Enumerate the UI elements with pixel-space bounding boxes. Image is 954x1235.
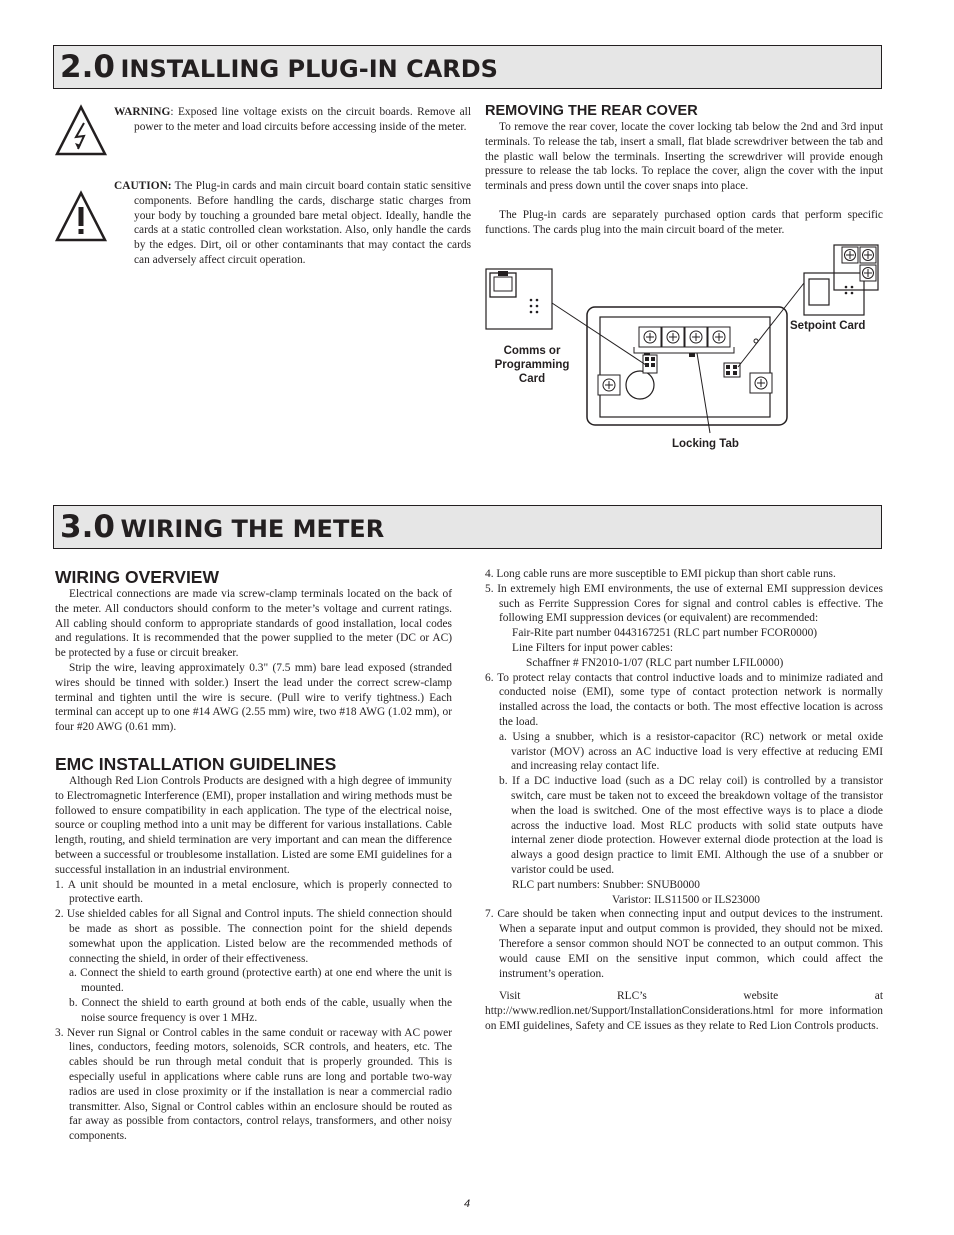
emc-item-7: 7. Care should be taken when connecting input and output devices to the instrument. When a separate input and output common is provided, they should not be mixed. Therefore a sensor common should NOT be connected to an output common. This would cause EMI on the sensitive input common, which could affect the instrument’s operation. [485,908,883,980]
page-number: 4 [464,1198,471,1210]
ferrite-part-line: Fair-Rite part number 0443167251 (RLC part number FCOR0000) [512,627,818,640]
locking-tab-label: Locking Tab [672,438,739,450]
plug-in-cards-diagram [484,243,884,443]
caution-note [114,179,471,268]
wiring-overview-heading: WIRING OVERVIEW [55,567,219,587]
setpoint-card-terminals [842,247,876,281]
wiring-overview-paragraph-1: Electrical connections are made via screw-clamp terminals located on the back of the meter. All conductors should conform to the meter’s voltage and current ratings. All cabling should conform to appropriate standards of good installation, local codes and regulations. It is recommended that the power supplied to the meter (DC or AC) be protected by a fuse or circuit breaker. [55,588,452,660]
removing-cover-text [485,120,883,238]
comms-card-label-line-2: Programming [494,359,570,371]
emc-intro: Although Red Lion Controls Products are designed with a high degree of immunity to Electromagnetic Interference (EMI), proper installation and wiring methods must be followed to ensure compatibility in each application. The type of the electrical noise, source or coupling method into a unit may be different for various installations. Cable length, routing, and shield termination are very important and can mean the difference between a successful or troublesome installation. Listed are some EMI guidelines for a successful installation in an industrial environment. [55,775,452,876]
caution-text: The Plug-in cards and main circuit board contain static sensitive components. Before handling the cards, discharge static charges from your body by touching a grounded bare metal object. Ideally, handle the cards at a static controlled clean workstation. Also, only handle the cards by the edges. Dirt, oil or other contaminants that may contact the cards can adversely affect circuit operation. [134,180,471,266]
emc-item-6a: a. Using a snubber, which is a resistor-capacitor (RC) network or metal oxide varistor (MOV) across an AC inductive load is very effective at reducing EMI and increasing relay contact life. [499,730,883,773]
caution-label: CAUTION: [114,180,172,192]
emc-item-6b: b. If a DC inductive load (such as a DC relay coil) is controlled by a transistor switch, care must be taken not to exceed the breakdown voltage of the transistor when the load is switched. One of the most effective ways is to place a diode across the inductive load. Most RLC products with solid state outputs have internal zener diode protection. However external diode protection at the load is always a good design practice to limit EMI. Although the use of a snubber or varistor could be used. [499,775,883,876]
visit-website-note: Visit RLC’s website at http://www.redlion.net/Support/InstallationConsiderations.html for more information on EMI guidelines, Safety and CE issues as they relate to Red Lion Controls products. [485,990,883,1032]
emc-guidelines-text [55,774,452,1144]
input-terminals [639,327,730,347]
emc-item-2: 2. Use shielded cables for all Signal and Control inputs. The shield connection should be made as short as possible. The connection point for the shield depends somewhat upon the application. Listed below are the recommended methods of connecting the shield, in order of their effectiveness. [55,908,452,965]
comms-card-label-line-3: Card [518,373,546,385]
section-2-title: INSTALLING PLUG-IN CARDS [120,55,498,83]
electric-hazard-icon [54,104,108,158]
emc-item-2a: a. Connect the shield to earth ground (protective earth) at one end where the unit is mounted. [69,967,452,995]
warning-text: : Exposed line voltage exists on the circuit boards. Remove all power to the meter and load circuits before accessing inside of the meter. [134,106,471,133]
section-3-title: WIRING THE METER [120,515,385,543]
comms-card-label [484,344,580,386]
wiring-overview-text [55,587,452,735]
section-2-heading [53,45,882,89]
section-2-number: 2.0 [60,49,115,85]
removing-cover-paragraph-2: The Plug-in cards are separately purchased option cards that perform specific functions. The cards plug into the main circuit board of the meter. [485,208,883,236]
removing-cover-heading: REMOVING THE REAR COVER [485,103,698,119]
setpoint-card-label: Setpoint Card [790,320,866,332]
schaffner-part-line: Schaffner # FN2010-1/07 (RLC part number LFIL0000) [526,656,784,669]
warning-note [114,105,471,135]
meter-housing [587,307,787,425]
caution-icon [54,190,108,244]
wiring-overview-paragraph-2: Strip the wire, leaving approximately 0.3" (7.5 mm) bare lead exposed (stranded wires should be tinned with solder.) Insert the lead under the correct screw-clamp terminal and tighten until the wire is secure. (Pull wire to verify tightness.) Each terminal can accept up to one #14 AWG (2.55 mm) wire, two #18 AWG (1.02 mm), or four #20 AWG (0.61 mm). [55,661,452,734]
comms-card-label-line-1: Comms or [503,345,561,357]
emc-item-5: 5. In extremely high EMI environments, the use of external EMI suppression devices such as Ferrite Suppression Cores for signal and control cables is effective. The following EMI suppression devices (or equivalent) are recommended: [485,582,883,625]
emc-item-6: 6. To protect relay contacts that control inductive loads and to minimize radiated and conducted noise (EMI), some type of contact protection network is normally installed across the load, the contacts or both. The most effective location is across the load. [485,671,883,728]
snubber-part-line: RLC part numbers: Snubber: SNUB0000 [512,878,700,891]
emc-item-2b: b. Connect the shield to earth ground at both ends of the cable, usually when the noise source frequency is over 1 MHz. [69,996,452,1024]
emc-guidelines-heading: EMC INSTALLATION GUIDELINES [55,754,337,774]
emc-item-1: 1. A unit should be mounted in a metal enclosure, which is properly connected to protective earth. [55,878,452,906]
emc-guidelines-continued [485,567,883,1034]
emc-item-3: 3. Never run Signal or Control cables in the same conduit or raceway with AC power lines, conductors, feeding motors, solenoids, SCR controls, and heaters, etc. The cables should be run through metal conduit that is properly grounded. This is especially useful in applications where cable runs are long and portable two-way radios are used in close proximity or if the installation is near a commercial radio transmitter. Also, Signal or Control cables within an enclosure should be routed as far away as possible from contactors, control relays, transformers, and other noisy components. [55,1026,452,1143]
section-3-heading [53,505,882,549]
emc-item-4: 4. Long cable runs are more susceptible to EMI pickup than short cable runs. [485,568,836,580]
varistor-part-line: Varistor: ILS11500 or ILS23000 [612,893,760,906]
line-filters-line: Line Filters for input power cables: [512,641,674,654]
warning-label: WARNING [114,106,171,118]
removing-cover-paragraph-1: To remove the rear cover, locate the cover locking tab below the 2nd and 3rd input terminals. To release the tab, insert a small, flat blade screwdriver between the tab and the plastic wall below the terminals. Inserting the screwdriver will provide enough pressure to release the tab locks. To replace the cover, align the cover with the input terminals and press down until the cover snaps into place. [485,121,883,193]
section-3-number: 3.0 [60,509,115,545]
